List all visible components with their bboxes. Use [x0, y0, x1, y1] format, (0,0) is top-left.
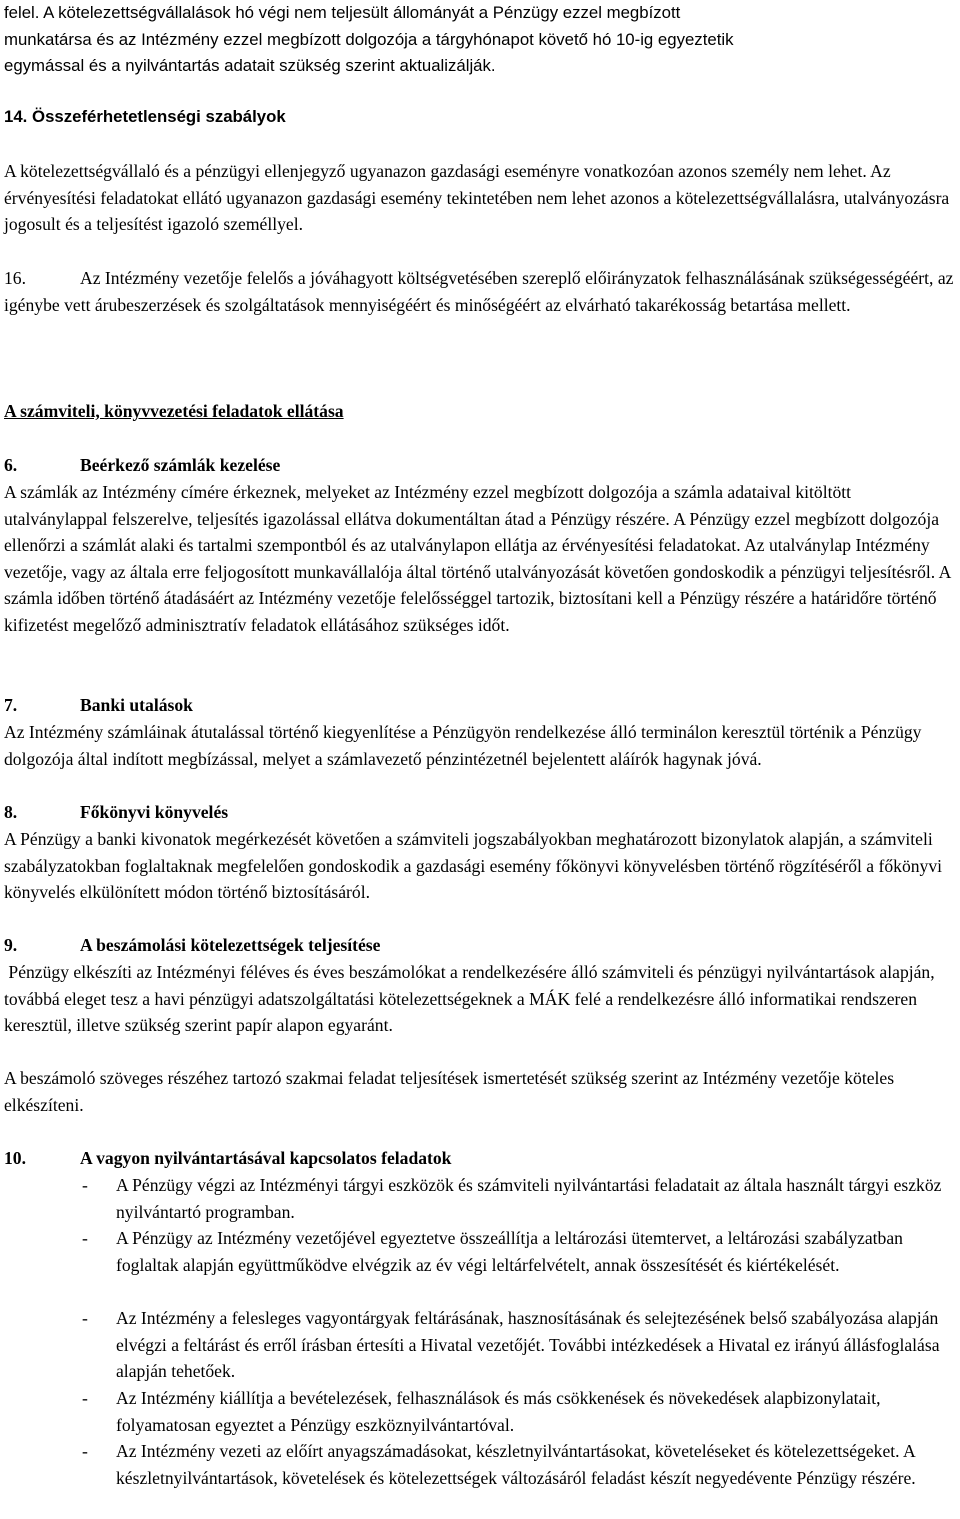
list-bullet: - — [82, 1441, 88, 1461]
section-7-heading — [4, 692, 956, 719]
list-item-text: A Pénzügy végzi az Intézményi tárgyi eszközök és számviteli nyilvántartási feladatait az általa használt tárgyi eszköz nyilvántartó programban. — [116, 1175, 942, 1222]
list-bullet: - — [82, 1388, 88, 1408]
section-9-heading — [4, 932, 956, 959]
list-bullet: - — [82, 1308, 88, 1328]
section-8-number: 8. — [4, 802, 18, 822]
list-item — [82, 1438, 958, 1491]
section-14-paragraph: A kötelezettségvállaló és a pénzügyi ellenjegyző ugyanazon gazdasági eseményre vonatkozóan azonos személy nem lehet. Az érvényesítési feladatokat ellátó ugyanazon gazdasági esemény tekintetében nem lehet azonos a kötelezettségvállalásra, utalványozásra jogosult és a teljesítést igazoló személlyel. — [4, 161, 950, 235]
section-7-title: Banki utalások — [80, 695, 193, 715]
section-9-number: 9. — [4, 935, 18, 955]
list-item — [82, 1172, 958, 1225]
list-item — [82, 1305, 958, 1385]
accounting-heading: A számviteli, könyvvezetési feladatok ellátása — [4, 401, 344, 421]
section-6-paragraph: A számlák az Intézmény címére érkeznek, melyeket az Intézmény ezzel megbízott dolgozója a számla adataival kitöltött utalványlappal felszerelve, teljesítés igazolással ellátva dokumentáltan átad a Pénzügy részére. A Pénzügy ezzel megbízott dolgozója ellenőrzi a számlát alaki és tartalmi szempontból és az utalványlapon ellátja az érvényesítési feladatokat. Az utalványlap Intézmény vezetője, vagy az általa erre feljogosított munkavállalója által történő utalványozását követően gondoskodik a pénzügyi teljesítésről. A számla időben történő átadásáért az Intézmény vezetője felelősséggel tartozik, biztosítani kell a Pénzügy részére a határidőre történő kifizetést megelőző adminisztratív feladatok ellátásához szükséges időt. — [4, 482, 951, 635]
intro-line-1: felel. A kötelezettségvállalások hó végi nem teljesült állományát a Pénzügy ezzel megbízott — [4, 3, 681, 22]
list-item — [82, 1385, 958, 1438]
intro-line-3: egymással és a nyilvántartás adatait szükség szerint aktualizálják. — [4, 56, 496, 76]
list-item-text: A Pénzügy az Intézmény vezetőjével egyeztetve összeállítja a leltározási ütemtervet, a leltározási szabályzatban foglaltak alapján együttműködve elvégzik az év végi leltárfelvételt, annak összesítését és kiértékelését. — [116, 1228, 903, 1275]
section-16-text: Az Intézmény vezetője felelős a jóváhagyott költségvetésében szereplő előirányzatok felhasználásának szükségességéért, az igénybe vett árubeszerzések és szolgáltatások mennyiségéért és minőségéért az elvárható takarékosság betartása mellett. — [4, 268, 954, 315]
intro-paragraph — [4, 0, 956, 80]
section-8-heading — [4, 799, 956, 826]
list-item-text: Az Intézmény kiállítja a bevételezések, felhasználások és más csökkenések és növekedések alapbizonylatait, folyamatosan egyeztet a Pénzügy eszköznyilvántartóval. — [116, 1388, 881, 1435]
section-9-paragraph-1: Pénzügy elkészíti az Intézményi féléves és éves beszámolókat a rendelkezésére álló számviteli és pénzügyi nyilvántartások alapján, továbbá eleget tesz a havi pénzügyi adatszolgáltatási kötelezettségeknek a MÁK felé a rendelkezésre álló informatikai rendszeren keresztül, illetve szükség szerint papír alapon egyaránt. — [4, 962, 940, 1036]
section-6-title: Beérkező számlák kezelése — [80, 455, 281, 475]
section-16-paragraph — [4, 265, 956, 318]
section-10-heading — [4, 1145, 956, 1172]
section-6-heading — [4, 452, 956, 479]
section-7-paragraph: Az Intézmény számláinak átutalással történő kiegyenlítése a Pénzügyön rendelkezése álló terminálon keresztül történik a Pénzügy dolgozója által indított megbízással, melyet a számlavezető pénzintézetnél bejelentett aláírók hagynak jóvá. — [4, 722, 922, 769]
section-10-number: 10. — [4, 1148, 26, 1168]
list-item — [82, 1225, 958, 1278]
list-bullet: - — [82, 1175, 88, 1195]
list-bullet: - — [82, 1228, 88, 1248]
section-14-heading — [4, 104, 956, 131]
section-8-title: Főkönyvi könyvelés — [80, 802, 229, 822]
list-item-text: Az Intézmény vezeti az előírt anyagszámadásokat, készletnyilvántartásokat, követeléseket és kötelezettségeket. A készletnyilvántartások, követelések és kötelezettségek változásáról feladást készít negyedévente Pénzügy részére. — [116, 1441, 916, 1488]
section-14-number: 14. — [4, 107, 28, 126]
intro-line-2: munkatársa és az Intézmény ezzel megbízott dolgozója a tárgyhónapot követő hó 10-ig egyeztetik — [4, 29, 734, 49]
section-10-title: A vagyon nyilvántartásával kapcsolatos feladatok — [80, 1148, 452, 1168]
list-item-text: Az Intézmény a felesleges vagyontárgyak feltárásának, hasznosításának és selejtezésének belső szabályozása alapján elvégzi a feltárást és erről írásban értesíti a Hivatal vezetőjét. További intézkedések a Hivatal ez irányú állásfoglalása alapján tehetőek. — [116, 1308, 940, 1382]
section-9-title: A beszámolási kötelezettségek teljesítése — [80, 935, 381, 955]
section-14-title: Összeférhetetlenségi szabályok — [32, 107, 286, 126]
section-6-number: 6. — [4, 455, 18, 475]
section-16-number: 16. — [4, 268, 26, 288]
section-8-paragraph: A Pénzügy a banki kivonatok megérkezését követően a számviteli jogszabályokban meghatározott bizonylatok alapján, a számviteli szabályzatokban foglaltaknak megfelelően gondoskodik a gazdasági esemény főkönyvi könyvelésben történő rögzítéséről a főkönyvi könyvelés elkülönített módon történő biztosításáról. — [4, 829, 943, 903]
section-7-number: 7. — [4, 695, 18, 715]
section-9-paragraph-2: A beszámoló szöveges részéhez tartozó szakmai feladat teljesítések ismertetését szükség szerint az Intézmény vezetője köteles elkészíteni. — [4, 1068, 895, 1115]
